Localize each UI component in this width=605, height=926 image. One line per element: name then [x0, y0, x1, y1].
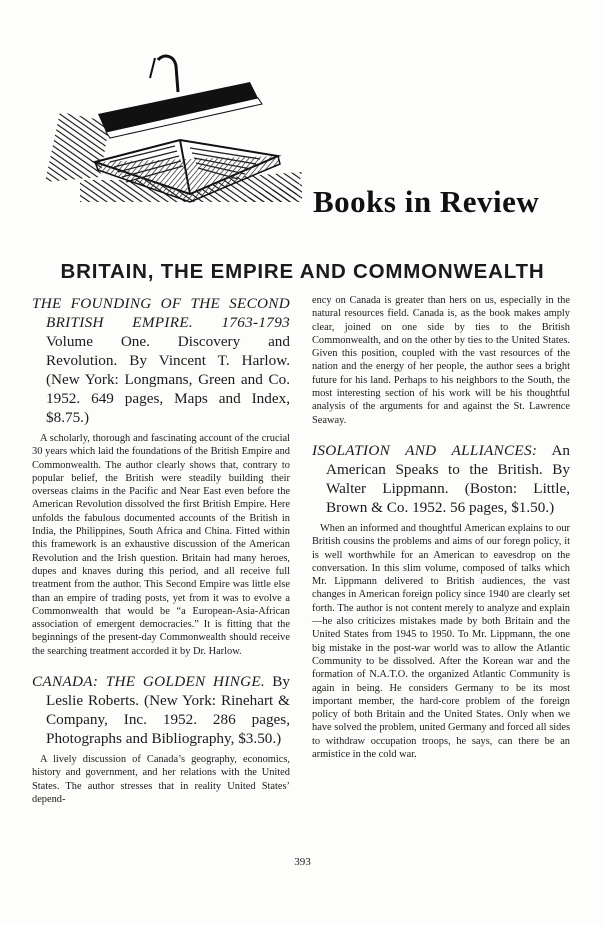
- review-text: ency on Canada is greater than hers on us, especially in the natural resources field. Canada is, as the book makes amply clear, joined on one side by ties to the British Commonwealth, and on the other by ties to the United States. Given this position, coupled with the vast resources of the nation and the energy of her people, the author sees a bright future for his land. Perhaps to his neighbors to the South, the most interesting section of his work will be his thoughtful analysis of the arguments for and against the St. Lawrence Seaway.: [312, 295, 570, 426]
- left-column: [32, 294, 290, 820]
- review-text: A lively discussion of Canada’s geography, economics, history and government, and her relations with the United States. The author stresses that in reality United States’ depend-: [32, 754, 290, 805]
- book-details: An American Speaks to the British. By Walter Lippmann. (Boston: Little, Brown & Co. 1952. 56 pages, $1.50.): [326, 441, 570, 516]
- page-number: 393: [294, 856, 311, 868]
- entry-title: [32, 294, 290, 427]
- entry-title: [312, 441, 570, 517]
- section-title: BRITAIN, THE EMPIRE AND COMMONWEALTH: [60, 260, 545, 283]
- book-details: Volume One. Discovery and Revolution. By Vincent T. Harlow. (New York: Longmans, Green and Co. 1952. 649 pages, Maps and Index, $8.75.): [46, 333, 290, 426]
- review-entry: [312, 441, 570, 761]
- book-details: By Leslie Roberts. (New York: Rinehart & Company, Inc. 1952. 286 pages, Photographs and Bibliography, $3.50.): [46, 673, 290, 748]
- book-title: CANADA: THE GOLDEN HINGE.: [32, 673, 266, 691]
- right-column: [312, 294, 570, 775]
- book-title: ISOLATION AND ALLIANCES:: [312, 441, 538, 459]
- review-entry-continued: [312, 294, 570, 427]
- review-entry: [32, 294, 290, 658]
- review-text: A scholarly, thorough and fascinating account of the crucial 30 years which laid the foundations of the British Empire and Commonwealth. The author clearly shows that, contrary to popular belief, the British were steadily building their overseas claims in the Pacific and Near East even before the American Revolution dissolved the first British Empire. Here unfolds the fabulous documented accounts of the British in India, the Philippines, South Africa and China. Fitted within this framework is an exhaustive discussion of the American Revolution and the Irish question. Britain had many heroes, dupes and knaves during this period, and all receive full treatment from the author. This Second Empire was little else than an empire of trading posts, yet from it was to evolve a Commonwealth that would be “a European-Asia-African association of emergent democracies.” It is fitting that the beginnings of the present-day Commonwealth should receive the searching treatment accorded it by Dr. Harlow.: [32, 433, 290, 657]
- book-title: THE FOUNDING OF THE SECOND BRITISH EMPIRE. 1763-1793: [32, 295, 290, 331]
- review-text: When an informed and thoughtful American explains to our British cousins the problems and aims of our foregn policy, it is well worthwhile for an American to eavesdrop on the conversation. In this slim volume, composed of talks which Mr. Lippmann delivered to British audiences, the vast changes in American foreign policy since 1940 are clearly set forth. The author is not content merely to analyze and explain—he also criticizes mistakes made by both Britain and the United States from 1945 to 1950. To Mr. Lippmann, the one big mistake in the post-war world was to allow the Atlantic Community to be dissolved. After the Korean war and the formation of N.A.T.O. the organized Atlantic Community is again in being. He considers Germany to be its most important member, the hard-core problem of the foreign policy of both Britain and the United States. Only when we have solved the problem, united Germany and forced all sides to withdraw occupation troops, he says, can there be an armistice in the cold war.: [312, 522, 570, 761]
- books-in-review-heading: Books in Review: [313, 184, 540, 219]
- review-entry: [32, 672, 290, 806]
- entry-title: [32, 672, 290, 748]
- open-book-lamp-illustration: [40, 52, 305, 212]
